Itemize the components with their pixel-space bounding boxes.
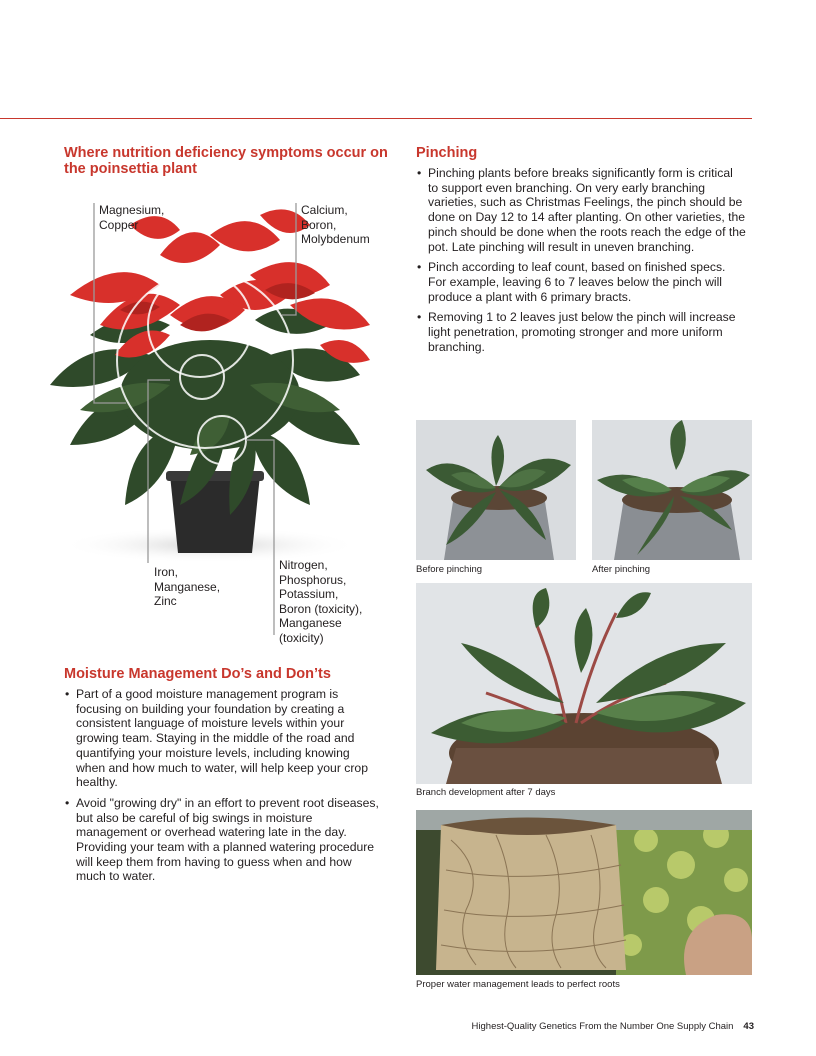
top-rule <box>0 118 752 119</box>
photo-after-pinching <box>592 420 752 560</box>
photo-before-pinching <box>416 420 576 560</box>
footer-text: Highest-Quality Genetics From the Number One Supply Chain <box>471 1021 734 1032</box>
pinching-bullet: • Pinch according to leaf count, based on finished specs. For example, leaving 6 to 7 leaves below the pinch will produce a plant with 6 primary bracts. <box>416 260 746 304</box>
page-number: 43 <box>743 1021 754 1032</box>
pinching-bullet: • Pinching plants before breaks significantly form is critical to support even branching. On very early branching varieties, such as Christmas Feelings, the pinch should be done on Day 12 to 14 after planting. On other varieties, the pinch should be done when the roots reach the edge of the pot. Late pinching will result in uneven branching. <box>416 166 746 254</box>
caption-roots: Proper water management leads to perfect roots <box>416 979 620 990</box>
moisture-bullet-list <box>64 687 382 890</box>
poinsettia-diagram <box>30 195 400 645</box>
label-magnesium-copper: Magnesium, Copper <box>99 203 165 232</box>
label-calcium-boron-molybdenum: Calcium, Boron, Molybdenum <box>301 203 370 247</box>
photo-root-ball <box>416 810 752 975</box>
pinching-bullet: • Removing 1 to 2 leaves just below the pinch will increase light penetration, promoting stronger and more uniform branching. <box>416 310 746 354</box>
label-nitrogen-phosphorus-potassium: Nitrogen, Phosphorus, Potassium, Boron (toxicity), Manganese (toxicity) <box>279 558 363 645</box>
pinching-heading: Pinching <box>416 145 478 161</box>
pinching-bullet-list <box>416 166 746 360</box>
photo-branch-development <box>416 583 752 784</box>
moisture-heading: Moisture Management Do’s and Don’ts <box>64 666 331 682</box>
nutrition-heading: Where nutrition deficiency symptoms occur on the poinsettia plant <box>64 145 388 177</box>
caption-before-pinching: Before pinching <box>416 564 483 575</box>
moisture-bullet: • Part of a good moisture management program is focusing on building your foundation by creating a consistent language of moisture levels within your growing team. Staying in the middle of the road and quantifying your moisture levels, including knowing when and how much to water, will help keep your crop healthy. <box>64 687 382 790</box>
caption-branch-development: Branch development after 7 days <box>416 787 556 798</box>
caption-after-pinching: After pinching <box>592 564 651 575</box>
page-footer <box>472 1021 754 1032</box>
moisture-bullet: • Avoid "growing dry" in an effort to prevent root diseases, but also be careful of big swings in moisture management or overhead watering late in the day. Providing your team with a planned watering procedure will keep them from having to guess when and how much to water. <box>64 796 382 884</box>
label-iron-manganese-zinc: Iron, Manganese, Zinc <box>154 565 221 609</box>
